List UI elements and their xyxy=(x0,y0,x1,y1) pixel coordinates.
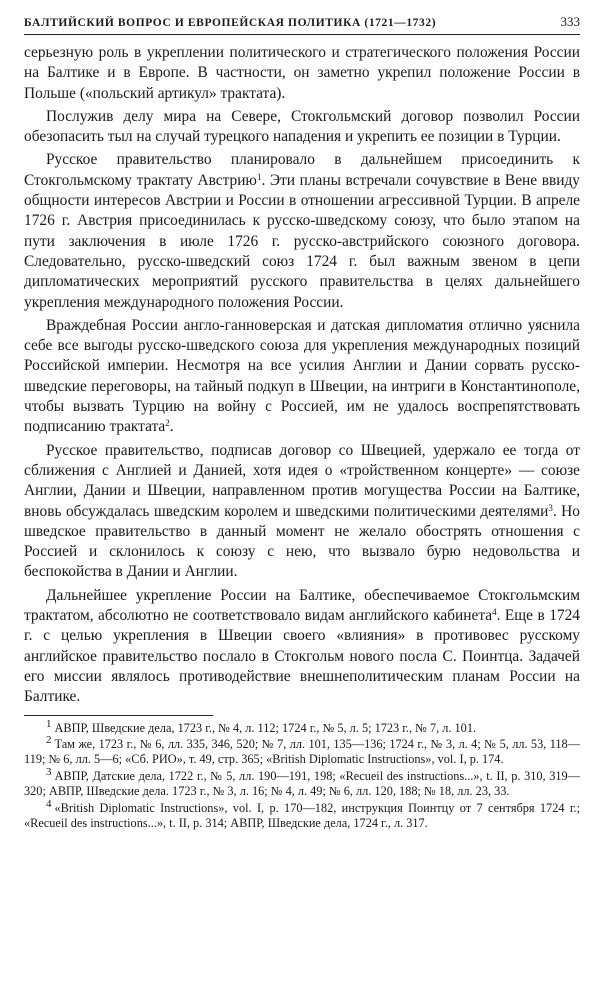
paragraph-4 xyxy=(24,316,580,438)
footnote-number: 2 xyxy=(46,733,52,746)
running-head xyxy=(24,14,580,35)
footnote-divider xyxy=(24,715,213,716)
paragraph-2 xyxy=(24,107,580,148)
footnote xyxy=(24,733,580,768)
footnote-text: «British Diplomatic Instructions», vol. I, p. 170—182, инструкция Поинтцу от 7 сентября 1724 г.; «Recueil des instructions...», t. II, p. 314; АВПР, Шведские дела, 1724 г., л. 317. xyxy=(24,800,580,830)
footnote-number: 4 xyxy=(46,797,52,810)
footnote-ref: 4 xyxy=(492,607,497,618)
footnote-ref: 2 xyxy=(165,418,170,429)
footnote xyxy=(24,797,580,832)
paragraph-text: Русское правительство планировало в дальнейшем присоединить к Стокгольмскому трактату Австрию xyxy=(24,151,580,189)
paragraph-3 xyxy=(24,150,580,312)
paragraph-text: . xyxy=(169,418,174,436)
paragraph-6 xyxy=(24,586,580,708)
page-number: 333 xyxy=(560,14,580,29)
footnote xyxy=(24,765,580,800)
footnote-text: АВПР, Датские дела, 1722 г., № 5, лл. 190—191, 198; «Recueil des instructions...», t. II, p. 310, 319—320; АВПР, Шведские дела. 1723 г., № 3, л. 16; № 4, л. 49; № 6, лл. 120, 188; № 18, лл. 23, 33. xyxy=(24,768,580,799)
footnote-ref: 1 xyxy=(256,171,262,182)
paragraph-5 xyxy=(24,441,580,583)
footnote-number: 1 xyxy=(46,717,52,730)
footnote-number: 3 xyxy=(46,765,52,778)
paragraph-1 xyxy=(24,43,580,104)
footnote xyxy=(24,717,580,736)
paragraph-text: . Еще в 1724 г. с целью укрепления в Швеции своего «влияния» в противовес русскому английское правительство послало в Стокгольм нового посла С. Поинтца. Задачей его миссии являлось противодействие внешнеполитическим планам России на Балтике. xyxy=(24,607,580,706)
footnote-text: Там же, 1723 г., № 6, лл. 335, 346, 520; № 7, лл. 101, 135—136; 1724 г., № 3, л. 4; № 5, лл. 53, 118—119; № 6, лл. 5—6; «Сб. РИО», т. 49, стр. 365; «British Diplomatic Instructions», vol. I, p. 174. xyxy=(24,736,580,767)
paragraph-text: Враждебная России англо-ганноверская и датская дипломатия отлично уяснила себе все выгоды русско-шведского союза для укрепления международных позиций Российской империи. Несмотря на все усилия Англии и Дании сорвать русско-шведские переговоры, на тайный подкуп в Швеции, на интриги в Константинополе, чтобы вызвать Турцию на войну с Россией, им не удалось воспрепятствовать подписанию трактата xyxy=(24,316,580,436)
footnotes xyxy=(24,717,580,832)
paragraph-text: . Но шведское правительство в данный момент не желало обострять отношения с Россией и склонилось к союзу с нею, что вызвало бурю недовольства и беспокойства в Дании и Англии. xyxy=(24,502,580,581)
main-text xyxy=(24,43,580,708)
footnote-text: АВПР, Шведские дела, 1723 г., № 4, л. 112; 1724 г., № 5, л. 5; 1723 г., № 7, л. 101. xyxy=(54,720,477,735)
paragraph-text: Дальнейшее укрепление России на Балтике, обеспечиваемое Стокгольмским трактатом, абсолютно не соответствовало видам английского кабинета xyxy=(24,586,580,625)
paragraph-text: . Эти планы встречали сочувствие в Вене ввиду общности интересов Австрии и России в отношении агрессивной Турции. В апреле 1726 г. Австрия присоединилась к русско-шведскому союзу, что было этапом на пути заключения в июле 1726 г. русско-австрийского союзного договора. Следовательно, русско-шведский союз 1724 г. был важным звеном в цепи дипломатических мероприятий русского правительства в целях дальнейшего укрепления международного положения России. xyxy=(24,171,580,311)
footnote-ref: 3 xyxy=(548,502,553,513)
paragraph-text: Русское правительство, подписав договор со Швецией, удержало ее тогда от сближения с Англией и Данией, хотя идея о «тройственном концерте» — союзе Англии, Дании и Швеции, направленном против могущества России на Балтике, вновь обсуждалась шведским королем и шведскими политическими деятелями xyxy=(24,441,580,520)
running-head-title: БАЛТИЙСКИЙ ВОПРОС И ЕВРОПЕЙСКАЯ ПОЛИТИКА (1721—1732) xyxy=(24,17,437,29)
paragraph-text: Послужив делу мира на Севере, Стокгольмский договор позволил России обезопасить тыл на случай турецкого нападения и укрепить ее позиции в Турции. xyxy=(24,107,580,146)
paragraph-text: серьезную роль в укреплении политического и стратегического положения России на Балтике и в Европе. В частности, он заметно укрепил положение России в Польше («польский артикул» трактата). xyxy=(24,44,580,102)
